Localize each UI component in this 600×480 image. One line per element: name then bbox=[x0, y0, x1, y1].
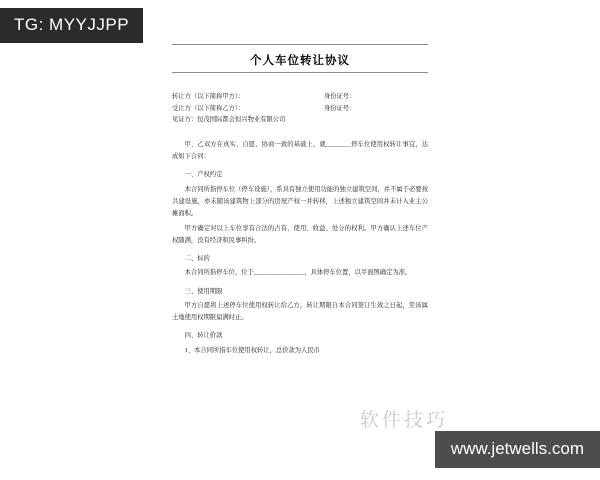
party-id-transferor: 身份证号： bbox=[324, 93, 356, 100]
clause-3-paragraph-1: 甲方自愿将上述停车位使用权转让给乙方，转让期限自本合同签订生效之日起，至该属土地使用权期限届满时止。 bbox=[172, 301, 428, 322]
party-row bbox=[172, 114, 428, 126]
party-label-transferee: 受让方（以下简称乙方）： bbox=[172, 104, 245, 112]
document-page bbox=[150, 28, 450, 460]
clause-heading-3: 三、使用期限 bbox=[184, 287, 223, 295]
clause-heading-2: 二、标的 bbox=[184, 255, 210, 263]
party-row bbox=[172, 103, 428, 115]
title-rule-bottom bbox=[172, 72, 428, 73]
clause-1-paragraph-2: 甲方确定对以上车位享有合法的占有、使用、收益、处分的权利。甲方确认上述车位产权随满，没有经济和民事纠纷。 bbox=[172, 224, 428, 244]
watermark-text: 软件技巧 bbox=[360, 410, 449, 431]
preamble-paragraph: 甲、乙双方在真实、自愿、协商一致的基础上，就________停车位使用权转让事宜，达成如下合同： bbox=[172, 140, 428, 161]
party-id-transferee: 身份证号： bbox=[324, 104, 356, 112]
clause-heading-1: 一、产权约定 bbox=[184, 171, 223, 179]
title-rule-top bbox=[172, 44, 428, 45]
party-label-transferor: 转让方（以下简称甲方）： bbox=[172, 93, 245, 100]
clause-2-paragraph-1: 本合同所指停车位，位于________________，具体停车位置，以平面图确定为准。 bbox=[184, 269, 412, 277]
party-block bbox=[172, 91, 428, 126]
tg-handle-badge: TG: MYYJJPP bbox=[0, 8, 143, 43]
document-body bbox=[172, 139, 428, 357]
clause-1-paragraph-1: 本合同所指停车位（停车设施），系具有独立使用功能的独立建筑空间，并不属于必要按共建设施，亦未随该建筑物上部分的房屋产权一并转移，上述独立建筑空间并未计入业主公摊面积。 bbox=[172, 185, 428, 218]
party-row bbox=[172, 91, 428, 103]
clause-heading-4: 四、转让价款 bbox=[184, 332, 223, 340]
party-label-witness: 见证方：恒茂国际都会恒兴物业有限公司 bbox=[172, 116, 286, 124]
document-content bbox=[150, 44, 450, 357]
site-url-badge: www.jetwells.com bbox=[435, 431, 600, 468]
document-title: 个人车位转让协议 bbox=[250, 55, 350, 67]
clause-4-paragraph-1: 1、本合同所指车位使用权转让，总价款为人民币 bbox=[184, 346, 320, 354]
